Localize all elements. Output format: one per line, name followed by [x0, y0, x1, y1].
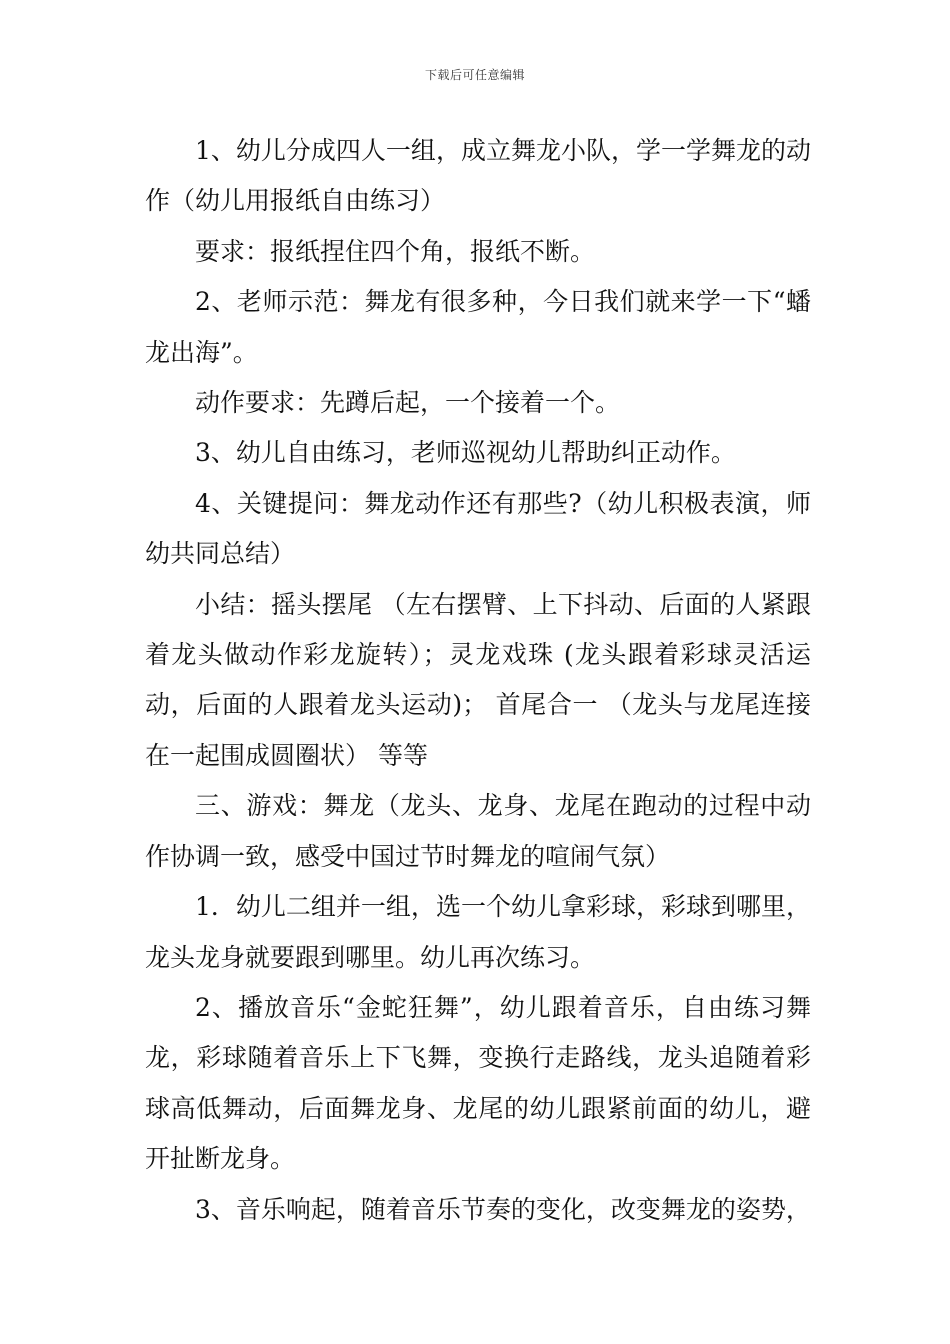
paragraph-requirement: 要求：报纸捏住四个角，报纸不断。 — [195, 236, 596, 266]
paragraph-teacher-demo: 2、老师示范：舞龙有很多种，今日我们就来学一下“蟠龙出海”。 — [145, 287, 811, 367]
paragraph-action-requirement: 动作要求：先蹲后起，一个接着一个。 — [195, 388, 621, 418]
paragraph-key-question: 4、关键提问：舞龙动作还有那些?（幼儿积极表演，师幼共同总结） — [145, 488, 811, 569]
paragraph-game-step-2: 2、播放音乐“金蛇狂舞”，幼儿跟着音乐，自由练习舞龙，彩球随着音乐上下飞舞，变换行走路线，龙头追随着彩球高低舞动，后面舞龙身、龙尾的幼儿跟紧前面的幼儿，避开扯断龙身。 — [145, 992, 811, 1174]
paragraph-game-heading: 三、游戏：舞龙（龙头、龙身、龙尾在跑动的过程中动作协调一致，感受中国过节时舞龙的喧闹气氛） — [145, 791, 811, 871]
paragraph-summary: 小结：摇头摆尾 （左右摆臂、上下抖动、后面的人紧跟着龙头做动作彩龙旋转）；灵龙戏珠 (龙头跟着彩球灵活运动，后面的人跟着龙头运动)； 首尾合一 （龙头与龙尾连接在一起围成圆圈状） 等等 — [145, 589, 811, 770]
paragraph-game-step-3: 3、音乐响起，随着音乐节奏的变化，改变舞龙的姿势， — [195, 1194, 811, 1224]
paragraph-game-step-1: 1．幼儿二组并一组，选一个幼儿拿彩球，彩球到哪里，龙头龙身就要跟到哪里。幼儿再次练习。 — [145, 892, 811, 972]
header-note: 下载后可任意编辑 — [424, 68, 525, 82]
document-body — [145, 126, 811, 1235]
paragraph-practice: 1、幼儿分成四人一组，成立舞龙小队，学一学舞龙的动作（幼儿用报纸自由练习） — [145, 136, 811, 216]
paragraph-free-practice: 3、幼儿自由练习，老师巡视幼儿帮助纠正动作。 — [195, 438, 736, 468]
